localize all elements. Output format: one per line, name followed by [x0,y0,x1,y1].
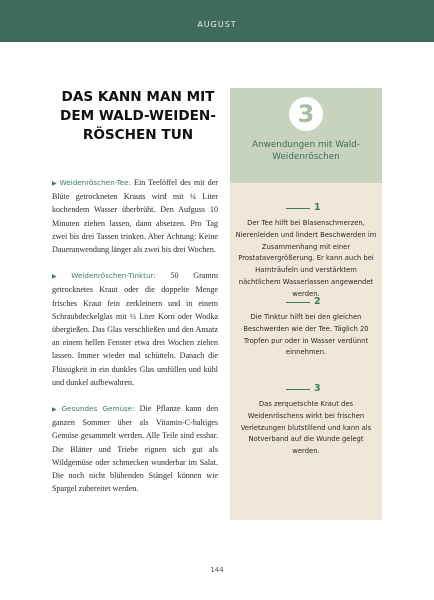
page-number: 144 [210,566,224,574]
triangle-bullet-icon: ▶ [52,180,58,187]
divider-line [286,208,310,209]
paragraph-text: Die Pflanze kann den ganzen Sommer über als Vitamin-C-haltiges Gemüse gesammelt werden. Alle Teile sind essbar. Die Blätter und Triebe eignen sich gut als Wildgemüse oder schmecken wunderbar im Salat. Die noch nicht blühenden Stängel können wie Spargel zubereitet werden. [52,404,218,494]
number-badge: 3 [289,97,323,131]
sidebar-box [230,88,382,520]
paragraph-tea [52,176,218,256]
triangle-bullet-icon: ▶ [52,273,70,281]
item-number: 1 [314,202,321,213]
sidebar-item-3 [230,382,382,458]
item-text: Der Tee hilft bei Blasenschmerzen, Nierenleiden und lindert Beschwerden im Zusammenhang mit einer Prostatavergrößerung. Er kann auch bei Harnträufeln und verstärktem nächtlichem Wasserlassen angewendet werden. [235,219,377,298]
sidebar-heading: Anwendungen mit Wald-Weidenröschen [252,140,360,162]
item-text: Die Tinktur hilft bei den gleichen Beschwerden wie der Tee. Täglich 20 Tropfen pur oder in Wasser verdünnt einnehmen. [243,313,369,357]
paragraph-tincture [52,269,218,389]
item-number: 2 [314,296,321,307]
sidebar-header [230,88,382,183]
section-header: AUGUST [197,20,237,29]
sidebar-item-2 [230,295,382,359]
item-number: 3 [314,383,321,394]
paragraph-text: Ein Teelöffel des mit der Blüte getrockneten Krauts wird mit ¼ Liter kochendem Wasser überbrüht. Den Aufguss 10 Minuten ziehen lassen, dann absetzen. Pro Tag zwei bis drei Tassen trinken. Aber Achtung: Keine Daueranwendung länger als zwei bis drei Wochen. [52,178,218,255]
page-title: DAS KANN MAN MIT DEM WALD-WEIDEN-RÖSCHEN TUN [60,89,216,143]
paragraph-vegetable [52,402,218,495]
divider-line [286,389,310,390]
paragraph-label: Weidenröschen-Tee: [59,178,132,187]
item-text: Das zerquetschte Kraut des Weidenröschens wirkt bei frischen Verletzungen blutstillend und kann als Notverband auf die Wunde gelegt werden. [240,400,372,456]
body-text [52,176,218,508]
paragraph-text: 50 Gramm getrocknetes Kraut oder die doppelte Menge frisches Kraut fein zerkleinern und in einem Schraubdeckelglas mit ½ Liter Korn oder Wodka übergießen. Das Glas verschließen und den Ansatz an einem hellen Fenster etwa drei Wochen ziehen lassen. Immer wieder mal schütteln. Danach die Flüssigkeit in ein dunkles Glas umfüllen und kühl und dunkel aufbewahren. [52,271,218,387]
paragraph-label: Gesundes Gemüse: [61,404,135,414]
divider-line [286,302,310,303]
triangle-bullet-icon: ▶ [52,406,60,414]
sidebar-item-1 [230,201,382,301]
paragraph-label: Weidenröschen-Tinktur: [71,271,156,281]
